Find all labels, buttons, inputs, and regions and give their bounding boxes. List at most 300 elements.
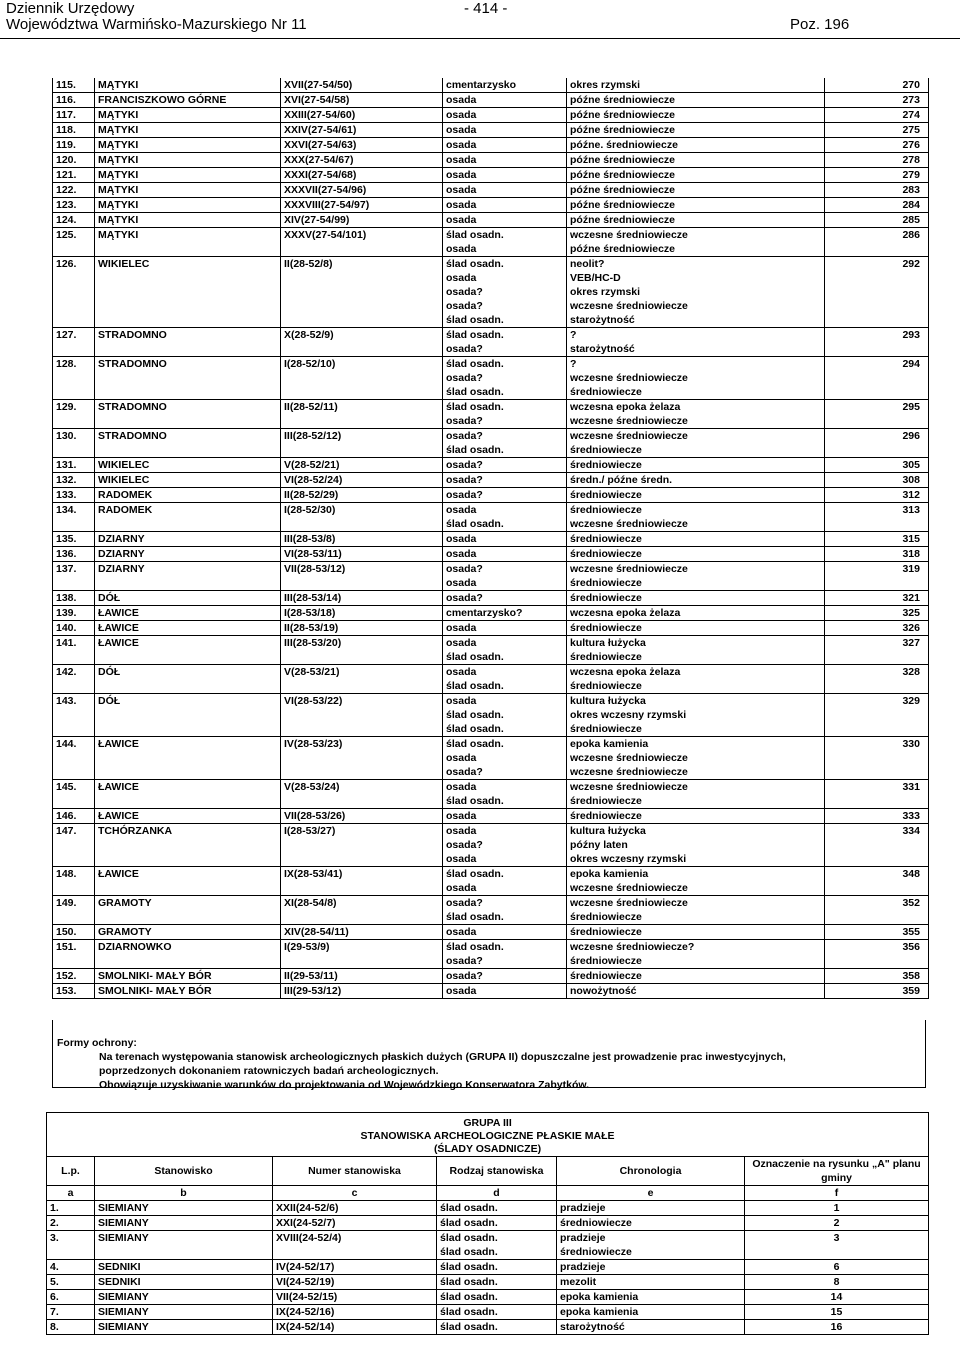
site-name: ŁAWICE	[95, 780, 281, 809]
table-row	[53, 940, 929, 969]
site-name: MĄTYKI	[95, 153, 281, 168]
row-number: 117.	[53, 108, 95, 123]
site-name: DZIARNY	[95, 562, 281, 591]
chronology: wczesne średniowiecze późne średniowiecze	[567, 228, 825, 257]
chronology: okres rzymski	[567, 78, 825, 93]
site-number: VII(28-53/12)	[281, 562, 443, 591]
site-name: SMOLNIKI- MAŁY BÓR	[95, 969, 281, 984]
row-number: 133.	[53, 488, 95, 503]
site-name: DZIARNY	[95, 532, 281, 547]
map-mark: 8	[745, 1275, 929, 1290]
journal-subtitle: Województwa Warmińsko-Mazurskiego Nr 11	[6, 16, 307, 33]
row-number: 151.	[53, 940, 95, 969]
row-number: 145.	[53, 780, 95, 809]
table-row	[53, 984, 929, 999]
site-name: SIEMIANY	[95, 1305, 273, 1320]
table-row	[53, 228, 929, 257]
table-row	[53, 108, 929, 123]
table-row	[53, 780, 929, 809]
site-number: XXI(24-52/7)	[273, 1216, 437, 1231]
site-type: osada	[443, 93, 567, 108]
site-number: XXXV(27-54/101)	[281, 228, 443, 257]
map-mark: 293	[825, 328, 929, 357]
group-label: GRUPA III	[463, 1117, 512, 1129]
map-mark: 2	[745, 1216, 929, 1231]
site-type: osada	[443, 198, 567, 213]
site-number: XXX(27-54/67)	[281, 153, 443, 168]
chronology: pradzieje	[557, 1201, 745, 1216]
table-row	[53, 257, 929, 328]
site-type: osada	[443, 108, 567, 123]
site-number: VI(28-53/11)	[281, 547, 443, 562]
site-name: DÓŁ	[95, 694, 281, 737]
chronology: kultura łużycka średniowiecze	[567, 636, 825, 665]
site-type: ślad osadn. osada	[443, 228, 567, 257]
chronology: epoka kamienia	[557, 1290, 745, 1305]
column-letter: d	[437, 1186, 557, 1201]
chronology: średniowiecze wczesne średniowiecze	[567, 503, 825, 532]
map-mark: 313	[825, 503, 929, 532]
site-name: ŁAWICE	[95, 809, 281, 824]
chronology: średniowiecze	[567, 488, 825, 503]
map-mark: 283	[825, 183, 929, 198]
site-type: osada	[443, 168, 567, 183]
map-mark: 296	[825, 429, 929, 458]
site-type: ślad osadn.	[437, 1201, 557, 1216]
table-row	[53, 896, 929, 925]
site-name: STRADOMNO	[95, 328, 281, 357]
map-mark: 276	[825, 138, 929, 153]
row-number: 131.	[53, 458, 95, 473]
table-row	[47, 1290, 929, 1305]
chronology: ? starożytność	[567, 328, 825, 357]
row-number: 141.	[53, 636, 95, 665]
map-mark: 14	[745, 1290, 929, 1305]
map-mark: 6	[745, 1260, 929, 1275]
table-row	[53, 123, 929, 138]
site-name: MĄTYKI	[95, 108, 281, 123]
row-number: 152.	[53, 969, 95, 984]
table-row	[47, 1305, 929, 1320]
table-row	[53, 168, 929, 183]
site-number: I(28-53/18)	[281, 606, 443, 621]
site-type: ślad osadn.	[437, 1275, 557, 1290]
row-number: 121.	[53, 168, 95, 183]
site-type: osada osada? osada	[443, 824, 567, 867]
row-number: 144.	[53, 737, 95, 780]
table-row	[53, 867, 929, 896]
row-number: 138.	[53, 591, 95, 606]
chronology: średniowiecze	[567, 458, 825, 473]
column-letter: a	[47, 1186, 95, 1201]
row-number: 136.	[53, 547, 95, 562]
site-name: SIEMIANY	[95, 1320, 273, 1335]
site-name: DÓŁ	[95, 591, 281, 606]
row-number: 135.	[53, 532, 95, 547]
table-row	[53, 969, 929, 984]
map-mark: 295	[825, 400, 929, 429]
chronology: późne średniowiecze	[567, 93, 825, 108]
site-number: III(28-52/12)	[281, 429, 443, 458]
map-mark: 327	[825, 636, 929, 665]
site-number: II(28-52/29)	[281, 488, 443, 503]
map-mark: 330	[825, 737, 929, 780]
site-number: VI(28-53/22)	[281, 694, 443, 737]
map-mark: 305	[825, 458, 929, 473]
column-letter: c	[273, 1186, 437, 1201]
table-row	[53, 357, 929, 400]
chronology: średniowiecze	[567, 532, 825, 547]
chronology: epoka kamienia wczesne średniowiecze	[567, 867, 825, 896]
site-type: osada? ślad osadn.	[443, 429, 567, 458]
site-type: ślad osadn.	[437, 1320, 557, 1335]
map-mark: 16	[745, 1320, 929, 1335]
chronology: epoka kamienia	[557, 1305, 745, 1320]
chronology: średn./ późne średn.	[567, 473, 825, 488]
site-name: STRADOMNO	[95, 357, 281, 400]
chronology: późne. średniowiecze	[567, 138, 825, 153]
map-mark: 359	[825, 984, 929, 999]
site-number: II(28-52/8)	[281, 257, 443, 328]
site-type: ślad osadn. osada?	[443, 940, 567, 969]
chronology: mezolit	[557, 1275, 745, 1290]
table-row	[47, 1260, 929, 1275]
site-name: DÓŁ	[95, 665, 281, 694]
chronology: pradzieje średniowiecze	[557, 1231, 745, 1260]
chronology: wczesne średniowiecze? średniowiecze	[567, 940, 825, 969]
table-row	[53, 488, 929, 503]
site-name: SIEMIANY	[95, 1216, 273, 1231]
table-row	[47, 1231, 929, 1260]
chronology: wczesne średniowiecze średniowiecze	[567, 780, 825, 809]
site-type: osada	[443, 153, 567, 168]
site-number: XXIV(27-54/61)	[281, 123, 443, 138]
site-name: MĄTYKI	[95, 168, 281, 183]
site-name: WIKIELEC	[95, 257, 281, 328]
site-type: ślad osadn. osada osada? osada? ślad osadn.	[443, 257, 567, 328]
table-header-row	[47, 1157, 929, 1186]
table-row	[53, 138, 929, 153]
site-type: osada ślad osadn.	[443, 503, 567, 532]
site-type: ślad osadn. osada?	[443, 328, 567, 357]
site-number: V(28-53/24)	[281, 780, 443, 809]
site-type: osada? osada	[443, 562, 567, 591]
site-name: FRANCISZKOWO GÓRNE	[95, 93, 281, 108]
table-row	[53, 473, 929, 488]
page-number: - 414 -	[464, 0, 508, 17]
map-mark: 329	[825, 694, 929, 737]
chronology: wczesna epoka żelaza wczesne średniowiecze	[567, 400, 825, 429]
site-name: ŁAWICE	[95, 636, 281, 665]
header-rule	[0, 38, 960, 39]
site-name: ŁAWICE	[95, 606, 281, 621]
row-number: 132.	[53, 473, 95, 488]
table-row	[53, 532, 929, 547]
site-number: XXXVII(27-54/96)	[281, 183, 443, 198]
table-row	[47, 1320, 929, 1335]
site-number: VI(24-52/19)	[273, 1275, 437, 1290]
table-row	[53, 93, 929, 108]
map-mark: 333	[825, 809, 929, 824]
row-number: 4.	[47, 1260, 95, 1275]
map-mark: 355	[825, 925, 929, 940]
site-type: cmentarzysko	[443, 78, 567, 93]
site-name: MĄTYKI	[95, 138, 281, 153]
table-row	[53, 328, 929, 357]
row-number: 128.	[53, 357, 95, 400]
site-type: ślad osadn. ślad osadn.	[437, 1231, 557, 1260]
site-number: XIV(28-54/11)	[281, 925, 443, 940]
map-mark: 285	[825, 213, 929, 228]
row-number: 120.	[53, 153, 95, 168]
table-row	[53, 591, 929, 606]
site-name: MĄTYKI	[95, 198, 281, 213]
row-number: 123.	[53, 198, 95, 213]
site-type: osada	[443, 809, 567, 824]
table-row	[53, 400, 929, 429]
map-mark: 312	[825, 488, 929, 503]
site-number: I(28-52/10)	[281, 357, 443, 400]
site-name: SMOLNIKI- MAŁY BÓR	[95, 984, 281, 999]
map-mark: 15	[745, 1305, 929, 1320]
group-subtitle: (ŚLADY OSADNICZE)	[433, 1143, 542, 1155]
chronology: wczesne średniowiecze średniowiecze	[567, 429, 825, 458]
site-type: osada	[443, 138, 567, 153]
site-type: osada?	[443, 969, 567, 984]
chronology: nowożytność	[567, 984, 825, 999]
map-mark: 279	[825, 168, 929, 183]
site-name: SIEMIANY	[95, 1231, 273, 1260]
column-letter: b	[95, 1186, 273, 1201]
site-type: osada	[443, 183, 567, 198]
site-name: MĄTYKI	[95, 183, 281, 198]
row-number: 143.	[53, 694, 95, 737]
site-number: XXIII(27-54/60)	[281, 108, 443, 123]
map-mark: 284	[825, 198, 929, 213]
map-mark: 308	[825, 473, 929, 488]
map-mark: 292	[825, 257, 929, 328]
row-number: 5.	[47, 1275, 95, 1290]
chronology: średniowiecze	[567, 969, 825, 984]
chronology: ? wczesne średniowiecze średniowiecze	[567, 357, 825, 400]
table-row	[53, 503, 929, 532]
map-mark: 356	[825, 940, 929, 969]
site-type: ślad osadn.	[437, 1305, 557, 1320]
chronology: średniowiecze	[567, 925, 825, 940]
row-number: 3.	[47, 1231, 95, 1260]
row-number: 150.	[53, 925, 95, 940]
site-type: ślad osadn. osada osada?	[443, 737, 567, 780]
map-mark: 352	[825, 896, 929, 925]
column-letter: e	[557, 1186, 745, 1201]
site-type: osada	[443, 213, 567, 228]
site-type: osada? ślad osadn.	[443, 896, 567, 925]
map-mark: 348	[825, 867, 929, 896]
row-number: 118.	[53, 123, 95, 138]
map-mark: 3	[745, 1231, 929, 1260]
site-type: ślad osadn.	[437, 1216, 557, 1231]
site-number: IX(24-52/16)	[273, 1305, 437, 1320]
site-name: WIKIELEC	[95, 458, 281, 473]
site-name: GRAMOTY	[95, 896, 281, 925]
row-number: 126.	[53, 257, 95, 328]
site-name: SEDNIKI	[95, 1275, 273, 1290]
map-mark: 275	[825, 123, 929, 138]
journal-title: Dziennik Urzędowy	[6, 0, 135, 17]
table-row	[53, 925, 929, 940]
chronology: epoka kamienia wczesne średniowiecze wczesne średniowiecze	[567, 737, 825, 780]
site-type: osada	[443, 925, 567, 940]
table-row	[53, 636, 929, 665]
site-number: XVII(27-54/50)	[281, 78, 443, 93]
notes-line: Obowiązuje uzyskiwanie warunków do projektowania od Wojewódzkiego Konserwatora Zabytków.	[99, 1079, 590, 1091]
column-header: Rodzaj stanowiska	[437, 1157, 557, 1186]
page-header	[0, 0, 960, 40]
chronology: neolit? VEB/HC-D okres rzymski wczesne średniowiecze starożytność	[567, 257, 825, 328]
row-number: 116.	[53, 93, 95, 108]
row-number: 8.	[47, 1320, 95, 1335]
site-name: MĄTYKI	[95, 78, 281, 93]
map-mark: 294	[825, 357, 929, 400]
map-mark: 319	[825, 562, 929, 591]
table-row	[53, 621, 929, 636]
sites-table-group-3	[46, 1112, 929, 1335]
site-name: DZIARNY	[95, 547, 281, 562]
row-number: 142.	[53, 665, 95, 694]
site-number: XXVI(27-54/63)	[281, 138, 443, 153]
table-letters-row	[47, 1186, 929, 1201]
site-type: ślad osadn. osada?	[443, 400, 567, 429]
row-number: 139.	[53, 606, 95, 621]
site-type: osada?	[443, 488, 567, 503]
column-header: L.p.	[47, 1157, 95, 1186]
row-number: 137.	[53, 562, 95, 591]
site-number: X(28-52/9)	[281, 328, 443, 357]
site-name: DZIARNOWKO	[95, 940, 281, 969]
site-name: ŁAWICE	[95, 737, 281, 780]
map-mark: 286	[825, 228, 929, 257]
site-type: osada	[443, 547, 567, 562]
chronology: późne średniowiecze	[567, 123, 825, 138]
column-letter: f	[745, 1186, 929, 1201]
site-number: III(28-53/20)	[281, 636, 443, 665]
table-row	[53, 606, 929, 621]
site-number: VII(24-52/15)	[273, 1290, 437, 1305]
table-row	[47, 1216, 929, 1231]
chronology: starożytność	[557, 1320, 745, 1335]
table-row	[53, 809, 929, 824]
chronology: późne średniowiecze	[567, 108, 825, 123]
position-number: Poz. 196	[790, 16, 850, 33]
sites-table-body	[53, 78, 929, 999]
site-name: SEDNIKI	[95, 1260, 273, 1275]
row-number: 124.	[53, 213, 95, 228]
site-number: XIV(27-54/99)	[281, 213, 443, 228]
site-type: ślad osadn.	[437, 1260, 557, 1275]
row-number: 2.	[47, 1216, 95, 1231]
site-type: ślad osadn. osada	[443, 867, 567, 896]
site-number: VI(28-52/24)	[281, 473, 443, 488]
site-number: II(28-52/11)	[281, 400, 443, 429]
row-number: 147.	[53, 824, 95, 867]
table-row	[47, 1275, 929, 1290]
table-row	[53, 429, 929, 458]
chronology: średniowiecze	[557, 1216, 745, 1231]
site-type: ślad osadn.	[437, 1290, 557, 1305]
site-name: RADOMEK	[95, 488, 281, 503]
table-row	[53, 183, 929, 198]
site-name: MĄTYKI	[95, 213, 281, 228]
chronology: średniowiecze	[567, 547, 825, 562]
site-name: RADOMEK	[95, 503, 281, 532]
site-name: ŁAWICE	[95, 621, 281, 636]
site-type: osada	[443, 532, 567, 547]
site-number: XI(28-54/8)	[281, 896, 443, 925]
column-header: Chronologia	[557, 1157, 745, 1186]
site-name: GRAMOTY	[95, 925, 281, 940]
table-row	[53, 694, 929, 737]
site-type: osada	[443, 621, 567, 636]
table-row	[53, 562, 929, 591]
site-name: STRADOMNO	[95, 400, 281, 429]
site-type: osada?	[443, 591, 567, 606]
row-number: 149.	[53, 896, 95, 925]
group-title: STANOWISKA ARCHEOLOGICZNE PŁASKIE MAŁE	[360, 1130, 615, 1142]
site-type: osada ślad osadn.	[443, 636, 567, 665]
site-type: osada ślad osadn. ślad osadn.	[443, 694, 567, 737]
chronology: wczesna epoka żelaza	[567, 606, 825, 621]
chronology: wczesne średniowiecze średniowiecze	[567, 562, 825, 591]
site-type: osada ślad osadn.	[443, 780, 567, 809]
table-row	[53, 78, 929, 93]
map-mark: 315	[825, 532, 929, 547]
chronology: wczesne średniowiecze średniowiecze	[567, 896, 825, 925]
site-number: III(28-53/14)	[281, 591, 443, 606]
table-row	[53, 665, 929, 694]
site-name: SIEMIANY	[95, 1290, 273, 1305]
row-number: 7.	[47, 1305, 95, 1320]
chronology: wczesna epoka żelaza średniowiecze	[567, 665, 825, 694]
site-number: IV(28-53/23)	[281, 737, 443, 780]
site-number: III(28-53/8)	[281, 532, 443, 547]
chronology: kultura łużycka późny laten okres wczesny rzymski	[567, 824, 825, 867]
table-row	[53, 824, 929, 867]
row-number: 122.	[53, 183, 95, 198]
row-number: 127.	[53, 328, 95, 357]
chronology: późne średniowiecze	[567, 153, 825, 168]
map-mark: 326	[825, 621, 929, 636]
map-mark: 325	[825, 606, 929, 621]
map-mark: 358	[825, 969, 929, 984]
protection-notes	[52, 1020, 926, 1091]
site-name: MĄTYKI	[95, 123, 281, 138]
site-number: XVIII(24-52/4)	[273, 1231, 437, 1260]
site-type: osada ślad osadn.	[443, 665, 567, 694]
row-number: 119.	[53, 138, 95, 153]
site-number: III(29-53/12)	[281, 984, 443, 999]
row-number: 115.	[53, 78, 95, 93]
site-number: V(28-52/21)	[281, 458, 443, 473]
site-type: osada	[443, 123, 567, 138]
site-name: TCHÓRZANKA	[95, 824, 281, 867]
chronology: późne średniowiecze	[567, 213, 825, 228]
map-mark: 328	[825, 665, 929, 694]
map-mark: 278	[825, 153, 929, 168]
site-number: I(28-53/27)	[281, 824, 443, 867]
site-name: ŁAWICE	[95, 867, 281, 896]
site-name: SIEMIANY	[95, 1201, 273, 1216]
row-number: 129.	[53, 400, 95, 429]
